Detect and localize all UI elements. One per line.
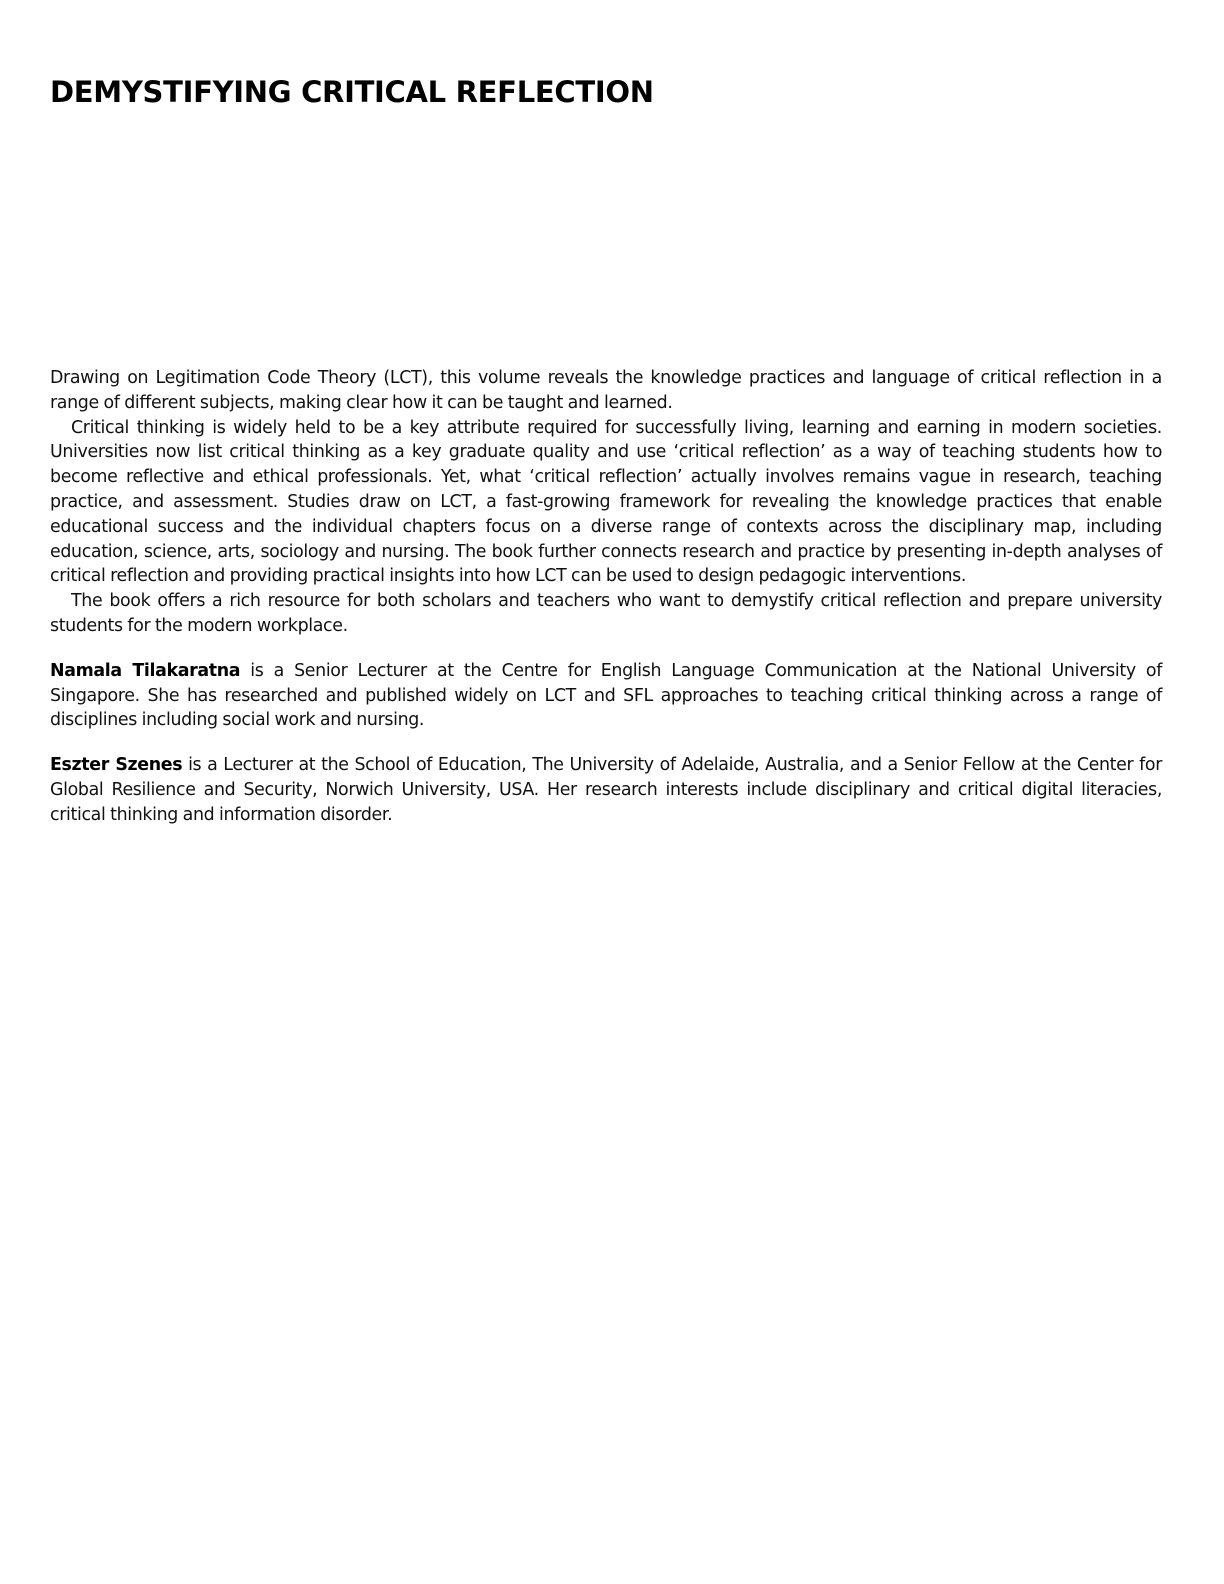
book-description xyxy=(50,366,1162,828)
author-bio xyxy=(50,659,1162,733)
book-title: DEMYSTIFYING CRITICAL REFLECTION xyxy=(50,75,654,109)
author-name: Eszter Szenes xyxy=(50,755,183,776)
description-paragraph: Drawing on Legitimation Code Theory (LCT), this volume reveals the knowledge practices and language of critical reflection in a range of different subjects, making clear how it can be taught and learned. xyxy=(50,368,1162,413)
description-paragraph: Critical thinking is widely held to be a key attribute required for successfully living, learning and earning in modern societies. Universities now list critical thinking as a key graduate quality and use ‘critical reflection’ as a way of teaching students how to become reflective and ethical professionals. Yet, what ‘critical reflection’ actually involves remains vague in research, teaching practice, and assessment. Studies draw on LCT, a fast-growing framework for revealing the knowledge practices that enable educational success and the individual chapters focus on a diverse range of contexts across the disciplinary map, including education, science, arts, sociology and nursing. The book further connects research and practice by presenting in-depth analyses of critical reflection and providing practical insights into how LCT can be used to design pedagogic interventions. xyxy=(50,417,1162,587)
author-bio xyxy=(50,753,1162,827)
author-bio-text: is a Lecturer at the School of Education, The University of Adelaide, Australia, and a Senior Fellow at the Center for Global Resilience and Security, Norwich University, USA. Her research interests include disciplinary and critical digital literacies, critical thinking and information disorder. xyxy=(50,755,1162,825)
author-name: Namala Tilakaratna xyxy=(50,660,241,681)
author-bio-text: is a Senior Lecturer at the Centre for English Language Communication at the National University of Singapore. She has researched and published widely on LCT and SFL approaches to teaching critical thinking across a range of disciplines including social work and nursing. xyxy=(50,660,1162,731)
description-paragraph: The book offers a rich resource for both scholars and teachers who want to demystify critical reflection and prepare university students for the modern workplace. xyxy=(50,591,1162,636)
